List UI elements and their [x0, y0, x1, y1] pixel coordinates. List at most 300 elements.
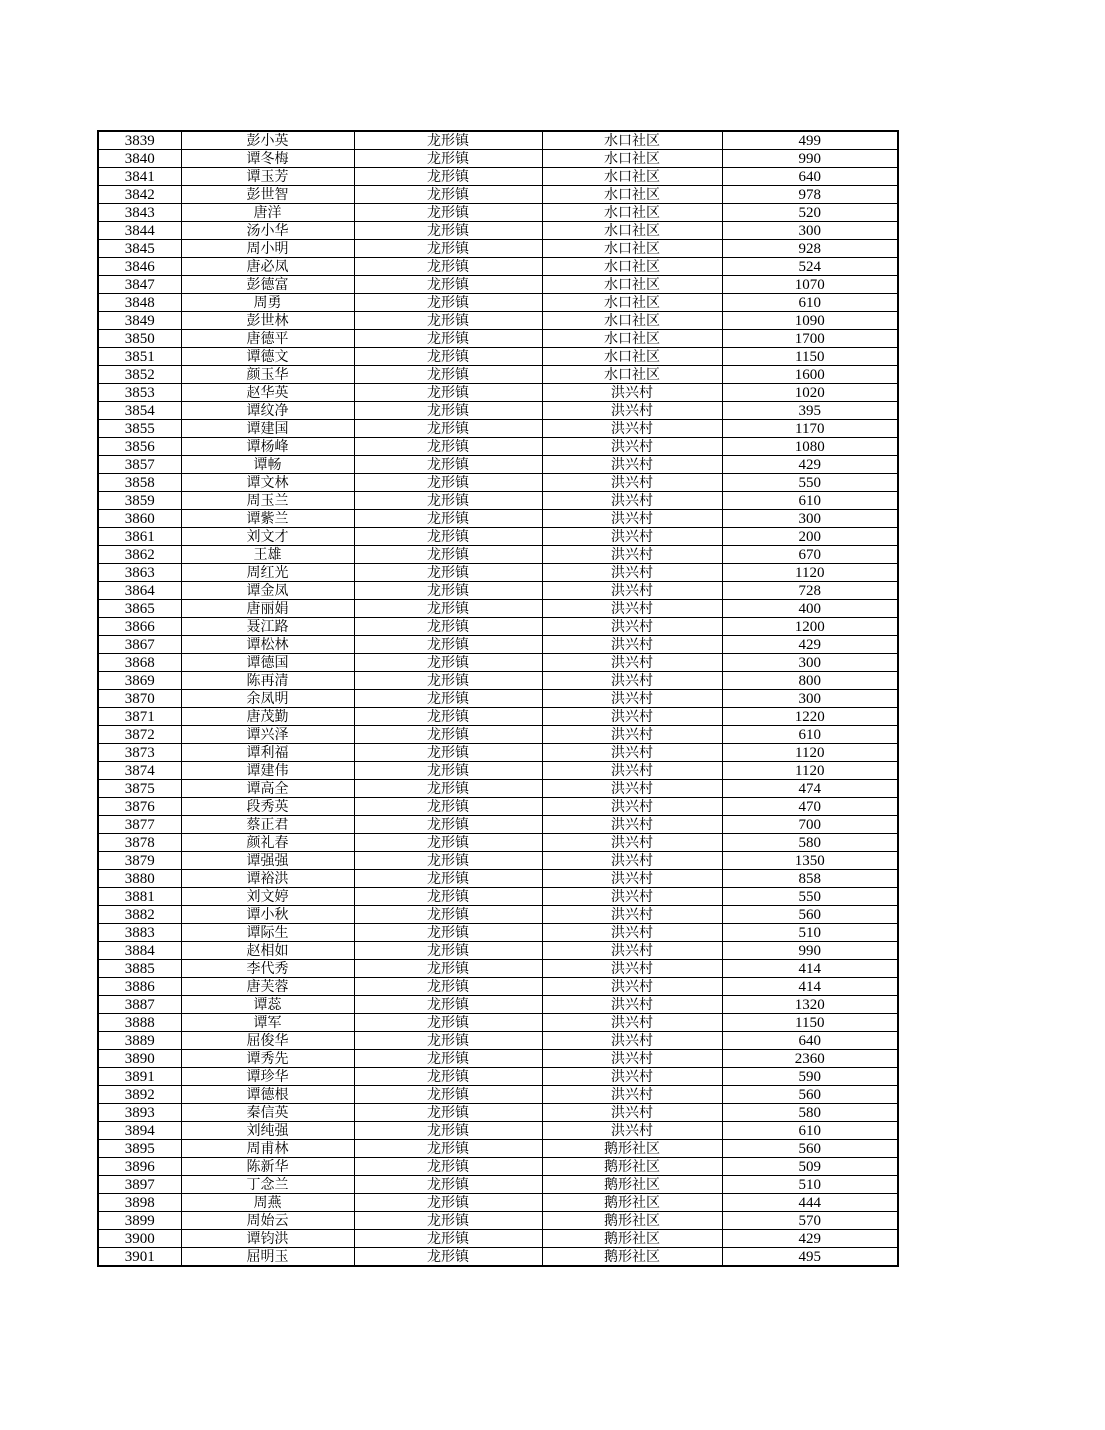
town-cell: 龙形镇 [354, 852, 542, 870]
name-cell: 谭冬梅 [181, 150, 354, 168]
row-number-cell: 3883 [98, 924, 181, 942]
row-number-cell: 3862 [98, 546, 181, 564]
amount-cell: 520 [722, 204, 898, 222]
table-row [98, 690, 898, 708]
name-cell: 周燕 [181, 1194, 354, 1212]
amount-cell: 510 [722, 924, 898, 942]
name-cell: 屈明玉 [181, 1248, 354, 1267]
name-cell: 段秀英 [181, 798, 354, 816]
town-cell: 龙形镇 [354, 186, 542, 204]
table-row [98, 366, 898, 384]
amount-cell: 1320 [722, 996, 898, 1014]
name-cell: 谭兴泽 [181, 726, 354, 744]
town-cell: 龙形镇 [354, 456, 542, 474]
name-cell: 谭裕洪 [181, 870, 354, 888]
table-row [98, 330, 898, 348]
town-cell: 龙形镇 [354, 1086, 542, 1104]
table-row [98, 798, 898, 816]
name-cell: 颜玉华 [181, 366, 354, 384]
village-cell: 洪兴村 [542, 906, 722, 924]
town-cell: 龙形镇 [354, 402, 542, 420]
amount-cell: 560 [722, 906, 898, 924]
row-number-cell: 3886 [98, 978, 181, 996]
town-cell: 龙形镇 [354, 780, 542, 798]
amount-cell: 990 [722, 150, 898, 168]
town-cell: 龙形镇 [354, 672, 542, 690]
row-number-cell: 3847 [98, 276, 181, 294]
table-row [98, 978, 898, 996]
name-cell: 颜礼春 [181, 834, 354, 852]
row-number-cell: 3861 [98, 528, 181, 546]
amount-cell: 429 [722, 1230, 898, 1248]
village-cell: 洪兴村 [542, 996, 722, 1014]
table-row [98, 780, 898, 798]
amount-cell: 509 [722, 1158, 898, 1176]
village-cell: 洪兴村 [542, 816, 722, 834]
town-cell: 龙形镇 [354, 1230, 542, 1248]
village-cell: 水口社区 [542, 276, 722, 294]
name-cell: 谭强强 [181, 852, 354, 870]
row-number-cell: 3892 [98, 1086, 181, 1104]
name-cell: 周勇 [181, 294, 354, 312]
village-cell: 水口社区 [542, 348, 722, 366]
name-cell: 谭紫兰 [181, 510, 354, 528]
town-cell: 龙形镇 [354, 834, 542, 852]
table-row [98, 888, 898, 906]
table-row [98, 564, 898, 582]
table-row [98, 1140, 898, 1158]
amount-cell: 550 [722, 474, 898, 492]
town-cell: 龙形镇 [354, 1122, 542, 1140]
town-cell: 龙形镇 [354, 384, 542, 402]
village-cell: 鹅形社区 [542, 1140, 722, 1158]
amount-cell: 1080 [722, 438, 898, 456]
town-cell: 龙形镇 [354, 1194, 542, 1212]
village-cell: 洪兴村 [542, 528, 722, 546]
town-cell: 龙形镇 [354, 636, 542, 654]
row-number-cell: 3882 [98, 906, 181, 924]
row-number-cell: 3884 [98, 942, 181, 960]
name-cell: 余凤明 [181, 690, 354, 708]
town-cell: 龙形镇 [354, 708, 542, 726]
name-cell: 秦信英 [181, 1104, 354, 1122]
table-row [98, 996, 898, 1014]
amount-cell: 1150 [722, 348, 898, 366]
village-cell: 水口社区 [542, 168, 722, 186]
row-number-cell: 3890 [98, 1050, 181, 1068]
amount-cell: 200 [722, 528, 898, 546]
table-row [98, 204, 898, 222]
name-cell: 陈再清 [181, 672, 354, 690]
table-row [98, 744, 898, 762]
row-number-cell: 3869 [98, 672, 181, 690]
town-cell: 龙形镇 [354, 942, 542, 960]
row-number-cell: 3888 [98, 1014, 181, 1032]
table-row [98, 906, 898, 924]
table-row [98, 1230, 898, 1248]
amount-cell: 978 [722, 186, 898, 204]
town-cell: 龙形镇 [354, 726, 542, 744]
row-number-cell: 3872 [98, 726, 181, 744]
table-row [98, 582, 898, 600]
table-row [98, 384, 898, 402]
amount-cell: 928 [722, 240, 898, 258]
row-number-cell: 3881 [98, 888, 181, 906]
town-cell: 龙形镇 [354, 762, 542, 780]
name-cell: 刘文婷 [181, 888, 354, 906]
amount-cell: 414 [722, 960, 898, 978]
town-cell: 龙形镇 [354, 1050, 542, 1068]
village-cell: 洪兴村 [542, 924, 722, 942]
town-cell: 龙形镇 [354, 924, 542, 942]
table-row [98, 1194, 898, 1212]
row-number-cell: 3879 [98, 852, 181, 870]
amount-cell: 580 [722, 1104, 898, 1122]
town-cell: 龙形镇 [354, 546, 542, 564]
amount-cell: 550 [722, 888, 898, 906]
row-number-cell: 3856 [98, 438, 181, 456]
amount-cell: 570 [722, 1212, 898, 1230]
row-number-cell: 3852 [98, 366, 181, 384]
table-row [98, 258, 898, 276]
town-cell: 龙形镇 [354, 150, 542, 168]
town-cell: 龙形镇 [354, 240, 542, 258]
row-number-cell: 3889 [98, 1032, 181, 1050]
name-cell: 王雄 [181, 546, 354, 564]
table-row [98, 294, 898, 312]
row-number-cell: 3873 [98, 744, 181, 762]
name-cell: 谭秀先 [181, 1050, 354, 1068]
name-cell: 谭德国 [181, 654, 354, 672]
name-cell: 谭金凤 [181, 582, 354, 600]
amount-cell: 395 [722, 402, 898, 420]
amount-cell: 1350 [722, 852, 898, 870]
amount-cell: 1150 [722, 1014, 898, 1032]
village-cell: 洪兴村 [542, 744, 722, 762]
row-number-cell: 3859 [98, 492, 181, 510]
row-number-cell: 3840 [98, 150, 181, 168]
row-number-cell: 3857 [98, 456, 181, 474]
amount-cell: 610 [722, 492, 898, 510]
village-cell: 洪兴村 [542, 600, 722, 618]
village-cell: 水口社区 [542, 150, 722, 168]
village-cell: 水口社区 [542, 222, 722, 240]
table-row [98, 1086, 898, 1104]
name-cell: 唐芙蓉 [181, 978, 354, 996]
amount-cell: 499 [722, 131, 898, 150]
amount-cell: 590 [722, 1068, 898, 1086]
name-cell: 赵相如 [181, 942, 354, 960]
table-row [98, 1212, 898, 1230]
amount-cell: 728 [722, 582, 898, 600]
table-row [98, 960, 898, 978]
table-row [98, 924, 898, 942]
amount-cell: 560 [722, 1086, 898, 1104]
amount-cell: 300 [722, 690, 898, 708]
town-cell: 龙形镇 [354, 1104, 542, 1122]
name-cell: 谭际生 [181, 924, 354, 942]
name-cell: 谭玉芳 [181, 168, 354, 186]
village-cell: 洪兴村 [542, 780, 722, 798]
name-cell: 谭利福 [181, 744, 354, 762]
village-cell: 洪兴村 [542, 636, 722, 654]
row-number-cell: 3860 [98, 510, 181, 528]
town-cell: 龙形镇 [354, 1014, 542, 1032]
row-number-cell: 3849 [98, 312, 181, 330]
name-cell: 陈新华 [181, 1158, 354, 1176]
name-cell: 周甫林 [181, 1140, 354, 1158]
town-cell: 龙形镇 [354, 906, 542, 924]
name-cell: 彭小英 [181, 131, 354, 150]
row-number-cell: 3858 [98, 474, 181, 492]
village-cell: 洪兴村 [542, 564, 722, 582]
amount-cell: 1170 [722, 420, 898, 438]
name-cell: 赵华英 [181, 384, 354, 402]
town-cell: 龙形镇 [354, 960, 542, 978]
name-cell: 谭建伟 [181, 762, 354, 780]
row-number-cell: 3853 [98, 384, 181, 402]
row-number-cell: 3894 [98, 1122, 181, 1140]
table-row [98, 942, 898, 960]
town-cell: 龙形镇 [354, 816, 542, 834]
table-row [98, 636, 898, 654]
town-cell: 龙形镇 [354, 330, 542, 348]
name-cell: 谭高全 [181, 780, 354, 798]
table-row [98, 726, 898, 744]
town-cell: 龙形镇 [354, 420, 542, 438]
village-cell: 水口社区 [542, 294, 722, 312]
table-row [98, 1068, 898, 1086]
village-cell: 洪兴村 [542, 978, 722, 996]
amount-cell: 300 [722, 510, 898, 528]
table-row [98, 420, 898, 438]
name-cell: 屈俊华 [181, 1032, 354, 1050]
amount-cell: 400 [722, 600, 898, 618]
name-cell: 聂江路 [181, 618, 354, 636]
village-cell: 洪兴村 [542, 438, 722, 456]
row-number-cell: 3891 [98, 1068, 181, 1086]
town-cell: 龙形镇 [354, 204, 542, 222]
name-cell: 彭世林 [181, 312, 354, 330]
village-cell: 鹅形社区 [542, 1158, 722, 1176]
row-number-cell: 3893 [98, 1104, 181, 1122]
table-row [98, 150, 898, 168]
table-row [98, 474, 898, 492]
town-cell: 龙形镇 [354, 1140, 542, 1158]
row-number-cell: 3839 [98, 131, 181, 150]
town-cell: 龙形镇 [354, 654, 542, 672]
row-number-cell: 3854 [98, 402, 181, 420]
row-number-cell: 3850 [98, 330, 181, 348]
village-cell: 洪兴村 [542, 870, 722, 888]
data-table [97, 130, 899, 1267]
name-cell: 唐茂勤 [181, 708, 354, 726]
name-cell: 谭杨峰 [181, 438, 354, 456]
name-cell: 谭钧洪 [181, 1230, 354, 1248]
village-cell: 水口社区 [542, 204, 722, 222]
village-cell: 洪兴村 [542, 690, 722, 708]
name-cell: 谭德文 [181, 348, 354, 366]
village-cell: 洪兴村 [542, 834, 722, 852]
row-number-cell: 3895 [98, 1140, 181, 1158]
row-number-cell: 3878 [98, 834, 181, 852]
table-row [98, 708, 898, 726]
town-cell: 龙形镇 [354, 168, 542, 186]
name-cell: 周玉兰 [181, 492, 354, 510]
town-cell: 龙形镇 [354, 564, 542, 582]
table-row [98, 1104, 898, 1122]
village-cell: 水口社区 [542, 330, 722, 348]
table-row [98, 852, 898, 870]
village-cell: 洪兴村 [542, 546, 722, 564]
village-cell: 洪兴村 [542, 420, 722, 438]
name-cell: 谭松林 [181, 636, 354, 654]
table-row [98, 1248, 898, 1267]
village-cell: 洪兴村 [542, 1032, 722, 1050]
table-row [98, 1158, 898, 1176]
name-cell: 谭小秋 [181, 906, 354, 924]
town-cell: 龙形镇 [354, 492, 542, 510]
name-cell: 谭文林 [181, 474, 354, 492]
name-cell: 谭蕊 [181, 996, 354, 1014]
village-cell: 鹅形社区 [542, 1230, 722, 1248]
name-cell: 唐洋 [181, 204, 354, 222]
village-cell: 洪兴村 [542, 1014, 722, 1032]
village-cell: 水口社区 [542, 366, 722, 384]
row-number-cell: 3848 [98, 294, 181, 312]
amount-cell: 1220 [722, 708, 898, 726]
village-cell: 洪兴村 [542, 384, 722, 402]
amount-cell: 1200 [722, 618, 898, 636]
amount-cell: 610 [722, 1122, 898, 1140]
name-cell: 周红光 [181, 564, 354, 582]
name-cell: 蔡正君 [181, 816, 354, 834]
amount-cell: 990 [722, 942, 898, 960]
name-cell: 刘文才 [181, 528, 354, 546]
row-number-cell: 3880 [98, 870, 181, 888]
row-number-cell: 3877 [98, 816, 181, 834]
town-cell: 龙形镇 [354, 996, 542, 1014]
amount-cell: 524 [722, 258, 898, 276]
amount-cell: 610 [722, 726, 898, 744]
village-cell: 洪兴村 [542, 708, 722, 726]
table-row [98, 1032, 898, 1050]
village-cell: 洪兴村 [542, 456, 722, 474]
amount-cell: 1090 [722, 312, 898, 330]
name-cell: 谭纹净 [181, 402, 354, 420]
table-body [98, 131, 898, 1266]
town-cell: 龙形镇 [354, 131, 542, 150]
row-number-cell: 3851 [98, 348, 181, 366]
amount-cell: 444 [722, 1194, 898, 1212]
village-cell: 洪兴村 [542, 618, 722, 636]
village-cell: 鹅形社区 [542, 1248, 722, 1267]
town-cell: 龙形镇 [354, 222, 542, 240]
village-cell: 洪兴村 [542, 510, 722, 528]
table-row [98, 618, 898, 636]
village-cell: 洪兴村 [542, 492, 722, 510]
town-cell: 龙形镇 [354, 1212, 542, 1230]
town-cell: 龙形镇 [354, 1032, 542, 1050]
town-cell: 龙形镇 [354, 690, 542, 708]
amount-cell: 640 [722, 1032, 898, 1050]
table-row [98, 1176, 898, 1194]
row-number-cell: 3846 [98, 258, 181, 276]
table-row [98, 654, 898, 672]
row-number-cell: 3871 [98, 708, 181, 726]
town-cell: 龙形镇 [354, 258, 542, 276]
table-row [98, 834, 898, 852]
table-row [98, 168, 898, 186]
town-cell: 龙形镇 [354, 618, 542, 636]
name-cell: 谭珍华 [181, 1068, 354, 1086]
village-cell: 鹅形社区 [542, 1212, 722, 1230]
amount-cell: 560 [722, 1140, 898, 1158]
row-number-cell: 3845 [98, 240, 181, 258]
row-number-cell: 3885 [98, 960, 181, 978]
village-cell: 洪兴村 [542, 1122, 722, 1140]
town-cell: 龙形镇 [354, 294, 542, 312]
village-cell: 水口社区 [542, 186, 722, 204]
town-cell: 龙形镇 [354, 348, 542, 366]
table-row [98, 492, 898, 510]
amount-cell: 300 [722, 222, 898, 240]
name-cell: 周小明 [181, 240, 354, 258]
village-cell: 洪兴村 [542, 582, 722, 600]
amount-cell: 580 [722, 834, 898, 852]
name-cell: 唐德平 [181, 330, 354, 348]
amount-cell: 300 [722, 654, 898, 672]
table-row [98, 1014, 898, 1032]
amount-cell: 510 [722, 1176, 898, 1194]
row-number-cell: 3868 [98, 654, 181, 672]
row-number-cell: 3898 [98, 1194, 181, 1212]
town-cell: 龙形镇 [354, 312, 542, 330]
amount-cell: 800 [722, 672, 898, 690]
town-cell: 龙形镇 [354, 582, 542, 600]
village-cell: 水口社区 [542, 131, 722, 150]
village-cell: 水口社区 [542, 312, 722, 330]
row-number-cell: 3855 [98, 420, 181, 438]
table-row [98, 546, 898, 564]
amount-cell: 1600 [722, 366, 898, 384]
town-cell: 龙形镇 [354, 528, 542, 546]
table-row [98, 510, 898, 528]
amount-cell: 1700 [722, 330, 898, 348]
amount-cell: 495 [722, 1248, 898, 1267]
row-number-cell: 3841 [98, 168, 181, 186]
village-cell: 洪兴村 [542, 942, 722, 960]
amount-cell: 429 [722, 456, 898, 474]
name-cell: 唐丽娟 [181, 600, 354, 618]
row-number-cell: 3843 [98, 204, 181, 222]
village-cell: 洪兴村 [542, 1068, 722, 1086]
table-row [98, 222, 898, 240]
village-cell: 洪兴村 [542, 726, 722, 744]
row-number-cell: 3864 [98, 582, 181, 600]
table-row [98, 131, 898, 150]
amount-cell: 414 [722, 978, 898, 996]
village-cell: 洪兴村 [542, 1104, 722, 1122]
table-row [98, 672, 898, 690]
amount-cell: 1020 [722, 384, 898, 402]
town-cell: 龙形镇 [354, 474, 542, 492]
row-number-cell: 3866 [98, 618, 181, 636]
town-cell: 龙形镇 [354, 1068, 542, 1086]
name-cell: 谭畅 [181, 456, 354, 474]
amount-cell: 1120 [722, 762, 898, 780]
amount-cell: 1120 [722, 564, 898, 582]
